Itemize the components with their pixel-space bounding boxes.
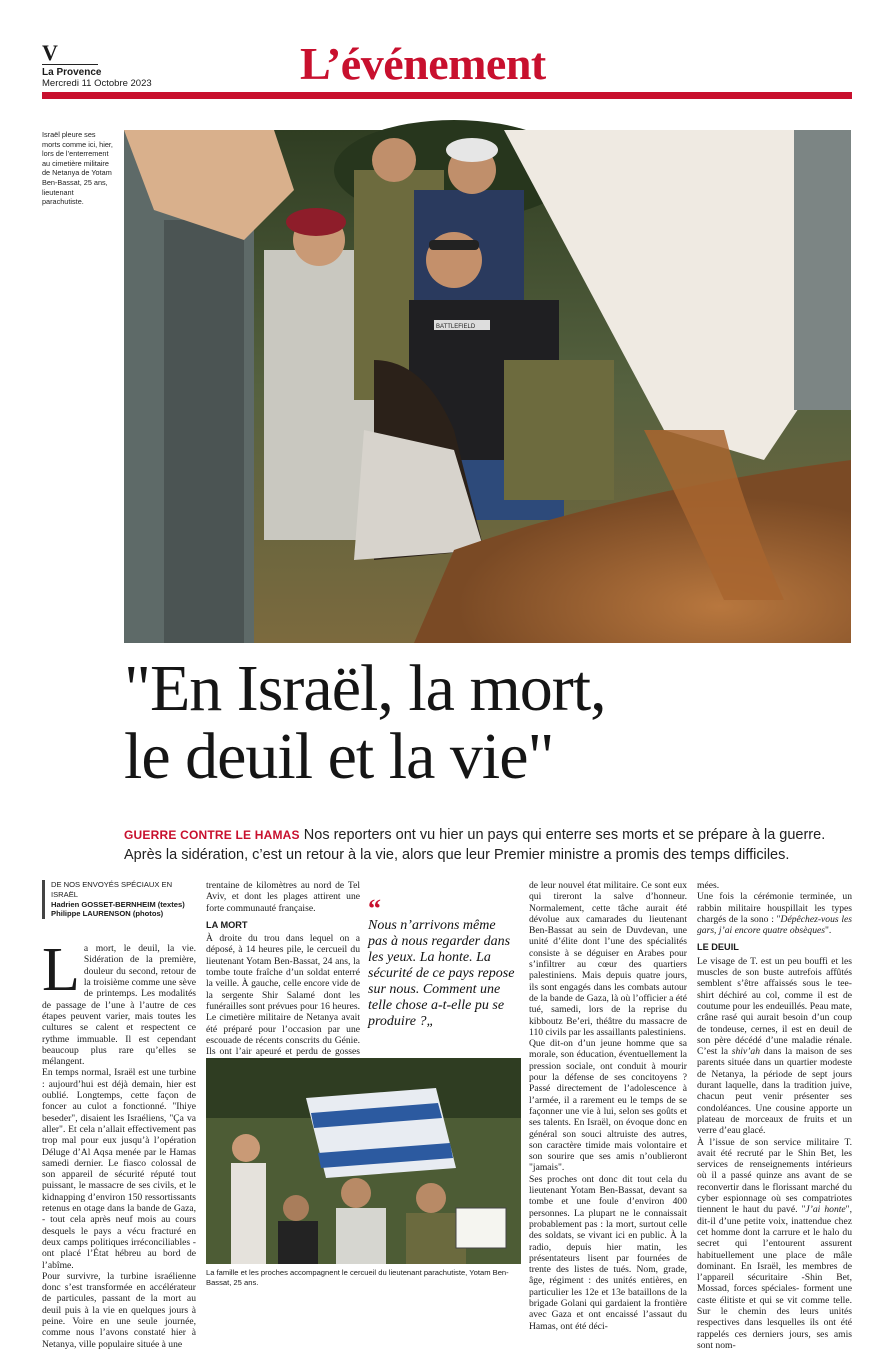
text-run: dans la maison de ses parents située dans un quartier modeste de Netanya, la période de sept jours durant laquelle, dans la tradition juive, chacun peut venir présenter ses condoléances. Une cousine apporte un plateau de morceaux de fruits et un verre d’eau glacé. — [697, 1046, 852, 1137]
article-paragraph — [697, 891, 852, 936]
quote-run: J’ai honte — [805, 1204, 846, 1216]
byline-photographer: Philippe LAURENSON (photos) — [51, 909, 164, 919]
photo-caption: Israël pleure ses morts comme ici, hier, lors de l’enterrement au cimetière militaire de Netanya de Yotam Ben-Bassat, 25 ans, lieutenant parachutiste. — [42, 130, 113, 207]
quote-run: Dépêchez-vous les gars, j’ai encore quatre obsèques — [697, 913, 852, 937]
text-run: Une fois la cérémonie terminée, un rabbin militaire houspillait les types chargés de la sono : " — [697, 891, 852, 925]
pull-quote-text: Nous n’arrivons même pas à nous regarder dans les yeux. La honte. La sécurité de ce pays repose sur nous. Comment une telle chose a-t-elle pu se produire ? — [368, 918, 515, 1029]
subhead-le-deuil: LE DEUIL — [697, 942, 739, 953]
issue-date: Mercredi 11 Octobre 2023 — [42, 78, 152, 89]
deck-kicker: GUERRE CONTRE LE HAMAS — [124, 828, 300, 842]
deck — [124, 825, 844, 865]
paper-logo: V — [42, 40, 58, 65]
article-column-4 — [697, 880, 852, 1351]
text-run: ", dit-il d’une petite voix, inattendue chez cet homme dont la carrure et le halo du secret qui l’entourent assurent habituellement une place de mâle dominant. En Israël, les membres de l’appareil sécuritaire -Shin Bet, Mossad, forces spéciales- forment une caste élitiste et qui se vit comme telle. Sur le chemin des leurs unités respectives dans lesquelles ils ont été rappelés ces derniers jours, ses amis sont nom- — [697, 1204, 852, 1351]
article-paragraph — [697, 956, 852, 1137]
article-paragraph — [697, 1137, 852, 1351]
section-title: L’événement — [300, 38, 546, 89]
article-column-1 — [42, 880, 196, 1350]
headline-line-2: le deuil et la vie" — [124, 720, 554, 793]
inset-caption: La famille et les proches accompagnent le cercueil du lieutenant parachutiste, Yotam Ben-Bassat, 25 ans. — [206, 1268, 509, 1287]
article-paragraph: de leur nouvel état militaire. Ce sont eux qui tireront la salve d’honneur. Normalement, cette tâche aurait été dévolue aux camarades du lieutenant Ben-Bassat au sein de Duvdevan, une unité d’élite dont l’une des spécialités consiste à se déguiser en Arabes pour s’infiltrer au cœur des quartiers palestiniens. Mais depuis quatre jours, ils sont engagés dans les combats autour de la bande de Gaza, là où l’officier a été tué, samedi, lors de la reprise du kibboutz Be’eri, théâtre du massacre de 110 civils par les assaillants palestiniens. — [529, 880, 687, 1038]
subhead-la-mort: LA MORT — [206, 919, 248, 930]
quote-close-mark: „ — [426, 1014, 435, 1029]
logo-rule — [42, 64, 98, 65]
article-paragraph: mées. — [697, 880, 720, 891]
coffin-procession-illustration — [206, 1058, 521, 1264]
quote-open-mark: “ — [368, 894, 381, 923]
byline-writer: Hadrien GOSSET-BERNHEIM (textes) — [51, 899, 185, 909]
header-rule — [42, 92, 852, 99]
headline-line-1: "En Israël, la mort, — [124, 652, 606, 725]
pull-quote — [368, 894, 518, 1030]
article-paragraph: a mort, le deuil, la vie. Sidération de la première, douleur du second, retour de la troisième comme une sève de printemps. Les modalités de passage de l’une à l’autre de ces étapes peuvent varier, mais toutes les cultures se calent et respectent ce rythme immuable. Il est cependant beaucoup plus rare qu’elles se mélangent. — [42, 943, 196, 1068]
headline — [124, 652, 844, 793]
funeral-photo-illustration — [124, 130, 851, 643]
italic-run: shiv’ah — [731, 1046, 761, 1058]
article-paragraph: Que dit-on d’un jeune homme que sa morale, son éducation, éventuellement la pression sociale, ont conduit à mourir pour la défense de ses concitoyens ? Passé directement de l’adolescence à l’armée, il a rarement eu le temps de se façonner une vie à lui, selon ses goûts et ses talents. En Israël, on évoque donc en général son souci altruiste des autres, son caractère timide mais volontaire et son sourire que ses amis n’oublieront "jamais". — [529, 1038, 687, 1174]
drop-cap: L — [42, 936, 80, 1005]
article-paragraph: En temps normal, Israël est une turbine : aujourd’hui est déjà demain, hier est oublié. Longtemps, cette façon de foncer au culot a fonctionné. "Ihiye beseder", disaient les Israéliens, "Ça va aller". Et cela n’allait effectivement pas trop mal pour eux jusqu’à l’opération Déluge d’Al Aqsa menée par le Hamas samedi dernier. Le fiasco colossal de son appareil de sécurité réputé tout puissant, le massacre de ses civils, et le kidnapping d’environ 150 ressortissants retenus en otage dans la bande de Gaza, - tout cela après neuf mois au cours desquels le pays a vécu fracturé en deux camps politiques irréconciliables - ont placé l’État hébreu au bord de l’abîme. — [42, 1067, 196, 1271]
article-paragraph: Ses proches ont donc dit tout cela du lieutenant Yotam Ben-Bassat, devant sa tombe et une foule d’environ 400 personnes. La plupart ne le connaissait probablement pas : la mort, surtout celle des soldats, se vivant ici en public. À la radio, depuis hier matin, les présentateurs lisent par fournées de trente des listes de tués. Nom, grade, âge, régiment : des unités entières, en particulier les 12e et 13e bataillons de la brigade Golani qui gardaient la frontière avec Gaza et ont encaissé l’assaut du Hamas, ont été déci- — [529, 1173, 687, 1332]
inset-photo — [206, 1058, 521, 1264]
deck-text: Nos reporters ont vu hier un pays qui enterre ses morts et se prépare à la guerre. Après la sidération, c’est un retour à la vie, alors que leur Premier ministre a promis des temps difficiles. — [124, 827, 826, 863]
byline — [42, 880, 196, 919]
shirt-text: BATTLEFIELD — [436, 324, 476, 330]
hero-photo — [124, 130, 851, 643]
text-run: Le visage de T. est un peu bouffi et les muscles de son buste autrefois affûtés semblent s’être affaissés sous le tee-shirt déchiré au col, comme il est de coutume pour les endeuillés. Peau mate, crâne rasé qui aurait besoin d’un coup de tondeuse, cernes, il est en deuil de son père décédé d’une maladie rénale. C’est la — [697, 955, 852, 1058]
article-paragraph: À droite du trou dans lequel on a déposé, à 14 heures pile, le cercueil du lieutenant Yotam Ben-Bassat, 24 ans, la tombe toute fraîche d’un soldat enterré la veille. À gauche, celle encore vide de la sergente Shir Salamé dont les funérailles sont prévues pour 16 heures. Le cimetière militaire de Netanya avait été préparé pour l’occasion par une escouade de récents conscrits du Génie. Ils ont l’air apeuré et perdu de gosses — [206, 933, 360, 1058]
text-run: À l’issue de son service militaire T. avait été recruté par le Shin Bet, les services de renseignements intérieurs où il a passé quinze ans avant de se reconvertir dans le florissant marché du cyber espionnage où ses compatriotes tiennent le haut du pavé. " — [697, 1136, 852, 1216]
article-column-3 — [529, 880, 687, 1332]
byline-label: DE NOS ENVOYÉS SPÉCIAUX EN ISRAËL — [51, 880, 173, 899]
paper-name: La Provence — [42, 67, 102, 78]
article-paragraph: Pour survivre, la turbine israélienne donc s’est transformée en accélérateur de particules, passant de la mort au deuil puis à la vie en quelques jours à peine. Voire en une seule journée, comme nous l’avons constaté hier à Netanya, ville populaire située à une — [42, 1270, 196, 1350]
text-run: ". — [824, 925, 832, 937]
article-column-2 — [206, 880, 360, 1069]
article-paragraph: trentaine de kilomètres au nord de Tel Aviv, et dont les plages attirent une forte communauté française. — [206, 880, 360, 914]
